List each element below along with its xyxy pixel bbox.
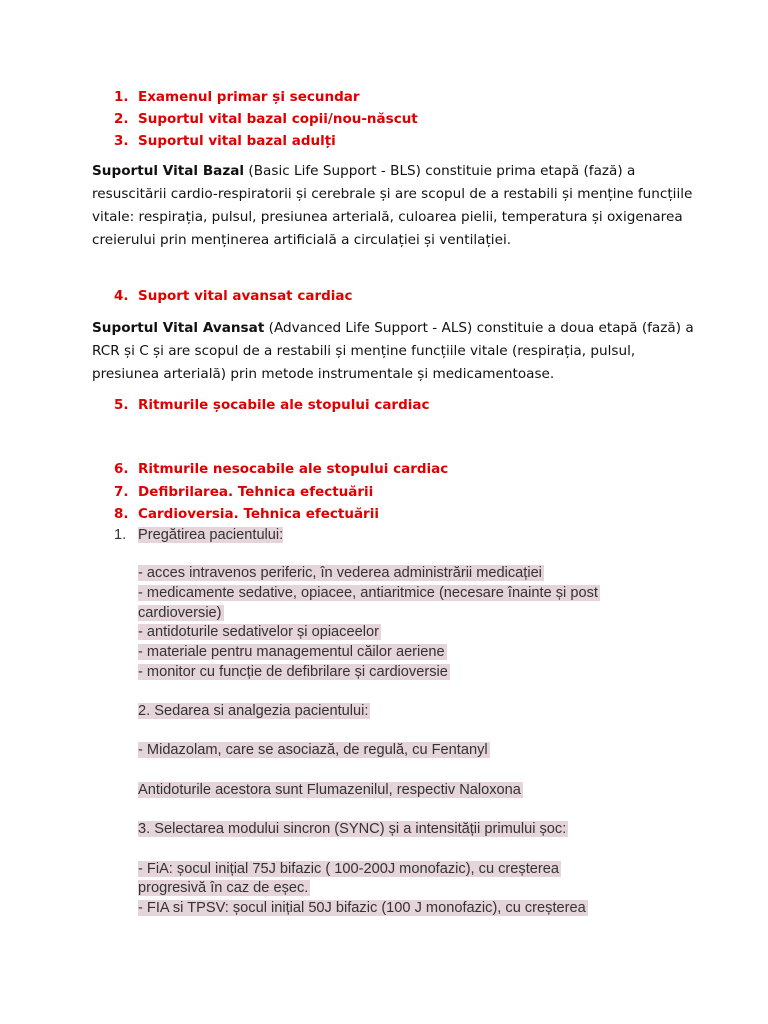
list-item: 8. Cardioversia. Tehnica efectuării bbox=[114, 506, 379, 522]
prep-line: - monitor cu funcție de defibrilare și cardioversie bbox=[138, 664, 448, 680]
midazolam-line: - Midazolam, care se asociază, de regulă, cu Fentanyl bbox=[138, 742, 488, 758]
prep-line: - materiale pentru managementul căilor aeriene bbox=[138, 644, 445, 660]
fia-line: - FIA si TPSV: șocul inițial 50J bifazic (100 J monofazic), cu creșterea bbox=[138, 900, 586, 916]
list-item: 4. Suport vital avansat cardiac bbox=[114, 288, 353, 304]
antidot-line: Antidoturile acestora sunt Flumazenilul, respectiv Naloxona bbox=[138, 782, 521, 798]
list-item: 3. Suportul vital bazal adulți bbox=[114, 133, 336, 149]
als-paragraph: Suportul Vital Avansat (Advanced Life Support - ALS) constituie a doua etapă (fază) a RCR și C și are scopul de a restabili și menține funcțiile vitale (respirația, pulsul, presiunea arterială) prin metode instrumentale și medicamentoase. bbox=[92, 320, 694, 382]
prep-heading: 1. Pregătirea pacientului: bbox=[114, 527, 284, 543]
prep-line: - acces intravenos periferic, în vederea administrării medicației bbox=[138, 565, 542, 581]
fia-line: - FiA: șocul inițial 75J bifazic ( 100-200J monofazic), cu creșterea bbox=[138, 861, 559, 877]
list-item: 6. Ritmurile nesocabile ale stopului cardiac bbox=[114, 461, 449, 477]
prep-line: - medicamente sedative, opiacee, antiaritmice (necesare înainte și post bbox=[138, 585, 598, 601]
prep-line: - antidoturile sedativelor și opiaceelor bbox=[138, 624, 379, 640]
sedare-heading: 2. Sedarea si analgezia pacientului: bbox=[138, 703, 369, 719]
list-item: 7. Defibrilarea. Tehnica efectuării bbox=[114, 484, 374, 500]
list-item: 1. Examenul primar și secundar bbox=[114, 89, 360, 105]
sync-heading: 3. Selectarea modului sincron (SYNC) și a intensității primului șoc: bbox=[138, 821, 567, 837]
list-item: 2. Suportul vital bazal copii/nou-născut bbox=[114, 111, 418, 127]
bls-paragraph: Suportul Vital Bazal (Basic Life Support - BLS) constituie prima etapă (fază) a resuscitării cardio-respiratorii și cerebrale și are scopul de a restabili și menține funcțiile vitale: respirația, pulsul, presiunea arterială, culoarea pielii, temperatura și oxigenarea creierului prin menținerea artificială a circulației și ventilației. bbox=[92, 163, 693, 248]
list-item: 5. Ritmurile șocabile ale stopului cardiac bbox=[114, 397, 430, 413]
fia-line: progresivă în caz de eșec. bbox=[138, 880, 309, 896]
prep-line: cardioversie) bbox=[138, 605, 222, 621]
